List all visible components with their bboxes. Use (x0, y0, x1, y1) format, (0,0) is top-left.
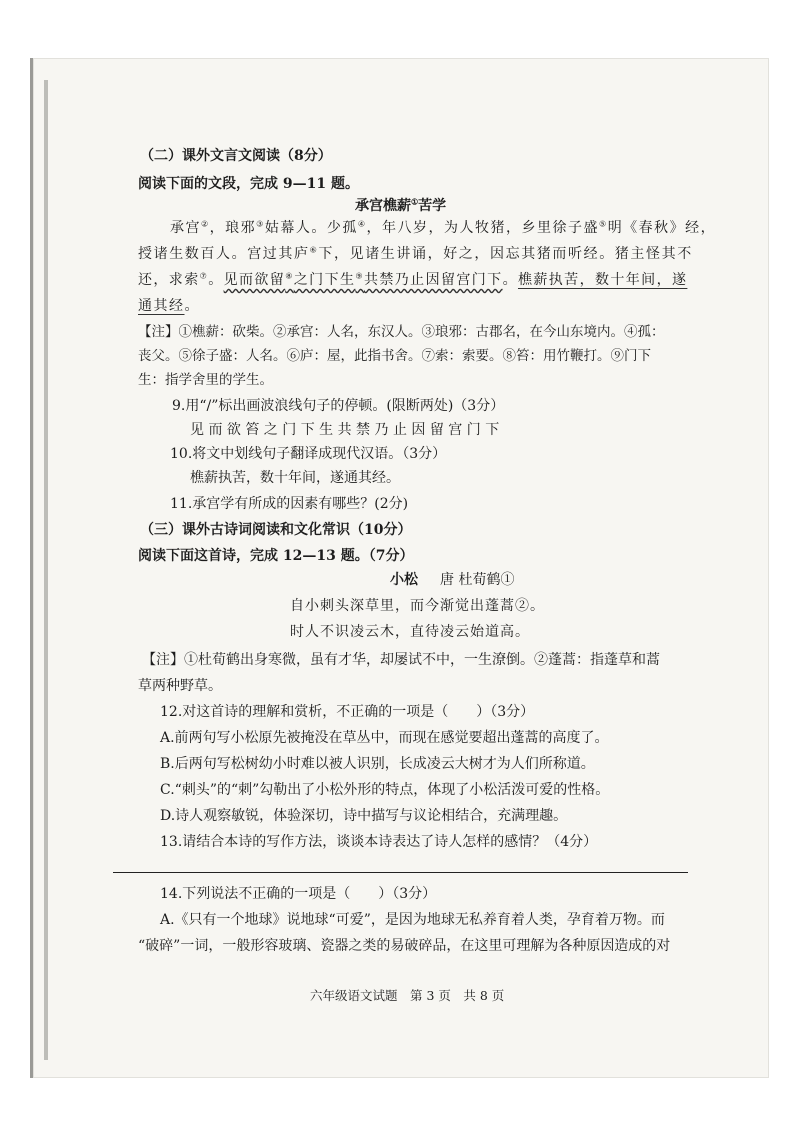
section3-heading: （三）课外古诗词阅读和文化常识（10分） (140, 522, 412, 538)
poem-line-2: 时人不识凌云木，直待凌云始道高。 (290, 624, 530, 640)
question-14-option-a-line-2: “破碎”一词，一般形容玻璃、瓷器之类的易破碎品，在这里可理解为各种原因造成的对 (138, 938, 671, 954)
passage-note-line-1: 【注】①樵薪：砍柴。②承宫：人名，东汉人。③琅邪：古郡名，在今山东境内。④孤： (138, 324, 665, 340)
question-12-option-a: A.前两句写小松原先被掩没在草丛中，而现在感觉要超出蓬蒿的高度了。 (160, 730, 609, 746)
question-11: 11.承宫学有所成的因素有哪些？(2分) (170, 496, 409, 512)
passage-note-line-3: 生：指学舍里的学生。 (138, 372, 273, 388)
passage-title: 承宫樵薪①苦学 (355, 196, 447, 214)
wavy-sentence: 见而欲留⑧之门下生⑨共禁乃止因留宫门下 (223, 271, 503, 288)
poem-title: 小松 (390, 572, 418, 588)
section2-heading: （二）课外文言文阅读（8分） (140, 148, 332, 164)
passage-line-4: 通其经。 (138, 298, 200, 314)
poem-note-line-1: 【注】①杜荀鹤出身寒微，虽有才华，却屡试不中，一生潦倒。②蓬蒿：指蓬草和蒿 (142, 652, 660, 668)
section3-instruction: 阅读下面这首诗，完成 12—13 题。（7分） (138, 548, 414, 564)
question-9-sentence: 见 而 欲 笞 之 门 下 生 共 禁 乃 止 因 留 宫 门 下 (190, 422, 500, 438)
question-14: 14.下列说法不正确的一项是（ ）（3分） (160, 886, 437, 902)
question-12: 12.对这首诗的理解和赏析，不正确的一项是（ ）（3分） (160, 704, 535, 720)
poem-title-line (390, 570, 514, 590)
page-footer: 六年级语文试题 第 3 页 共 8 页 (310, 988, 505, 1003)
page-fold-shadow (44, 80, 48, 1060)
question-12-option-b: B.后两句写松树幼小时难以被人识别，长成凌云大树才为人们所称道。 (160, 756, 595, 772)
question-9: 9.用“/”标出画波浪线句子的停顿。(限断两处)（3分） (172, 398, 505, 414)
question-12-option-d: D.诗人观察敏锐，体验深切，诗中描写与议论相结合，充满理趣。 (160, 808, 568, 824)
answer-line (113, 872, 688, 873)
section2-instruction: 阅读下面的文段，完成 9—11 题。 (138, 176, 359, 192)
passage-line-2: 授诸生数百人。宫过其庐⑥下，见诸生讲诵，好之，因忘其猪而听经。猪主怪其不 (138, 245, 693, 262)
question-13: 13.请结合本诗的写作方法，谈谈本诗表达了诗人怎样的感情？（4分） (160, 834, 598, 850)
passage-line-1: 承宫②，琅邪③姑幕人。少孤④，年八岁，为人牧猪，乡里徐子盛⑤明《春秋》经， (170, 219, 717, 236)
question-14-option-a-line-1: A.《只有一个地球》说地球“可爱”，是因为地球无私养育着人类，孕育着万物。而 (160, 912, 665, 928)
poem-note-line-2: 草两种野草。 (138, 678, 222, 694)
poem-author: 唐 杜荀鹤① (440, 572, 515, 588)
passage-note-line-2: 丧父。⑤徐子盛：人名。⑥庐：屋，此指书舍。⑦索：索要。⑧笞：用竹鞭打。⑨门下 (138, 348, 651, 364)
underlined-sentence-part2: 通其经 (138, 298, 185, 314)
poem-line-1: 自小刺头深草里，而今渐觉出蓬蒿②。 (290, 598, 545, 614)
underlined-sentence-part1: 樵薪执苦，数十年间，遂 (517, 272, 688, 288)
question-10: 10.将文中划线句子翻译成现代汉语。（3分） (170, 446, 447, 462)
passage-line-3: 还，求索⑦。见而欲留⑧之门下生⑨共禁乃止因留宫门下。樵薪执苦，数十年间，遂 (138, 271, 688, 288)
question-10-sentence: 樵薪执苦，数十年间，遂通其经。 (190, 470, 400, 486)
question-12-option-c: C.“刺头”的“刺”勾勒出了小松外形的特点，体现了小松活泼可爱的性格。 (160, 782, 610, 798)
